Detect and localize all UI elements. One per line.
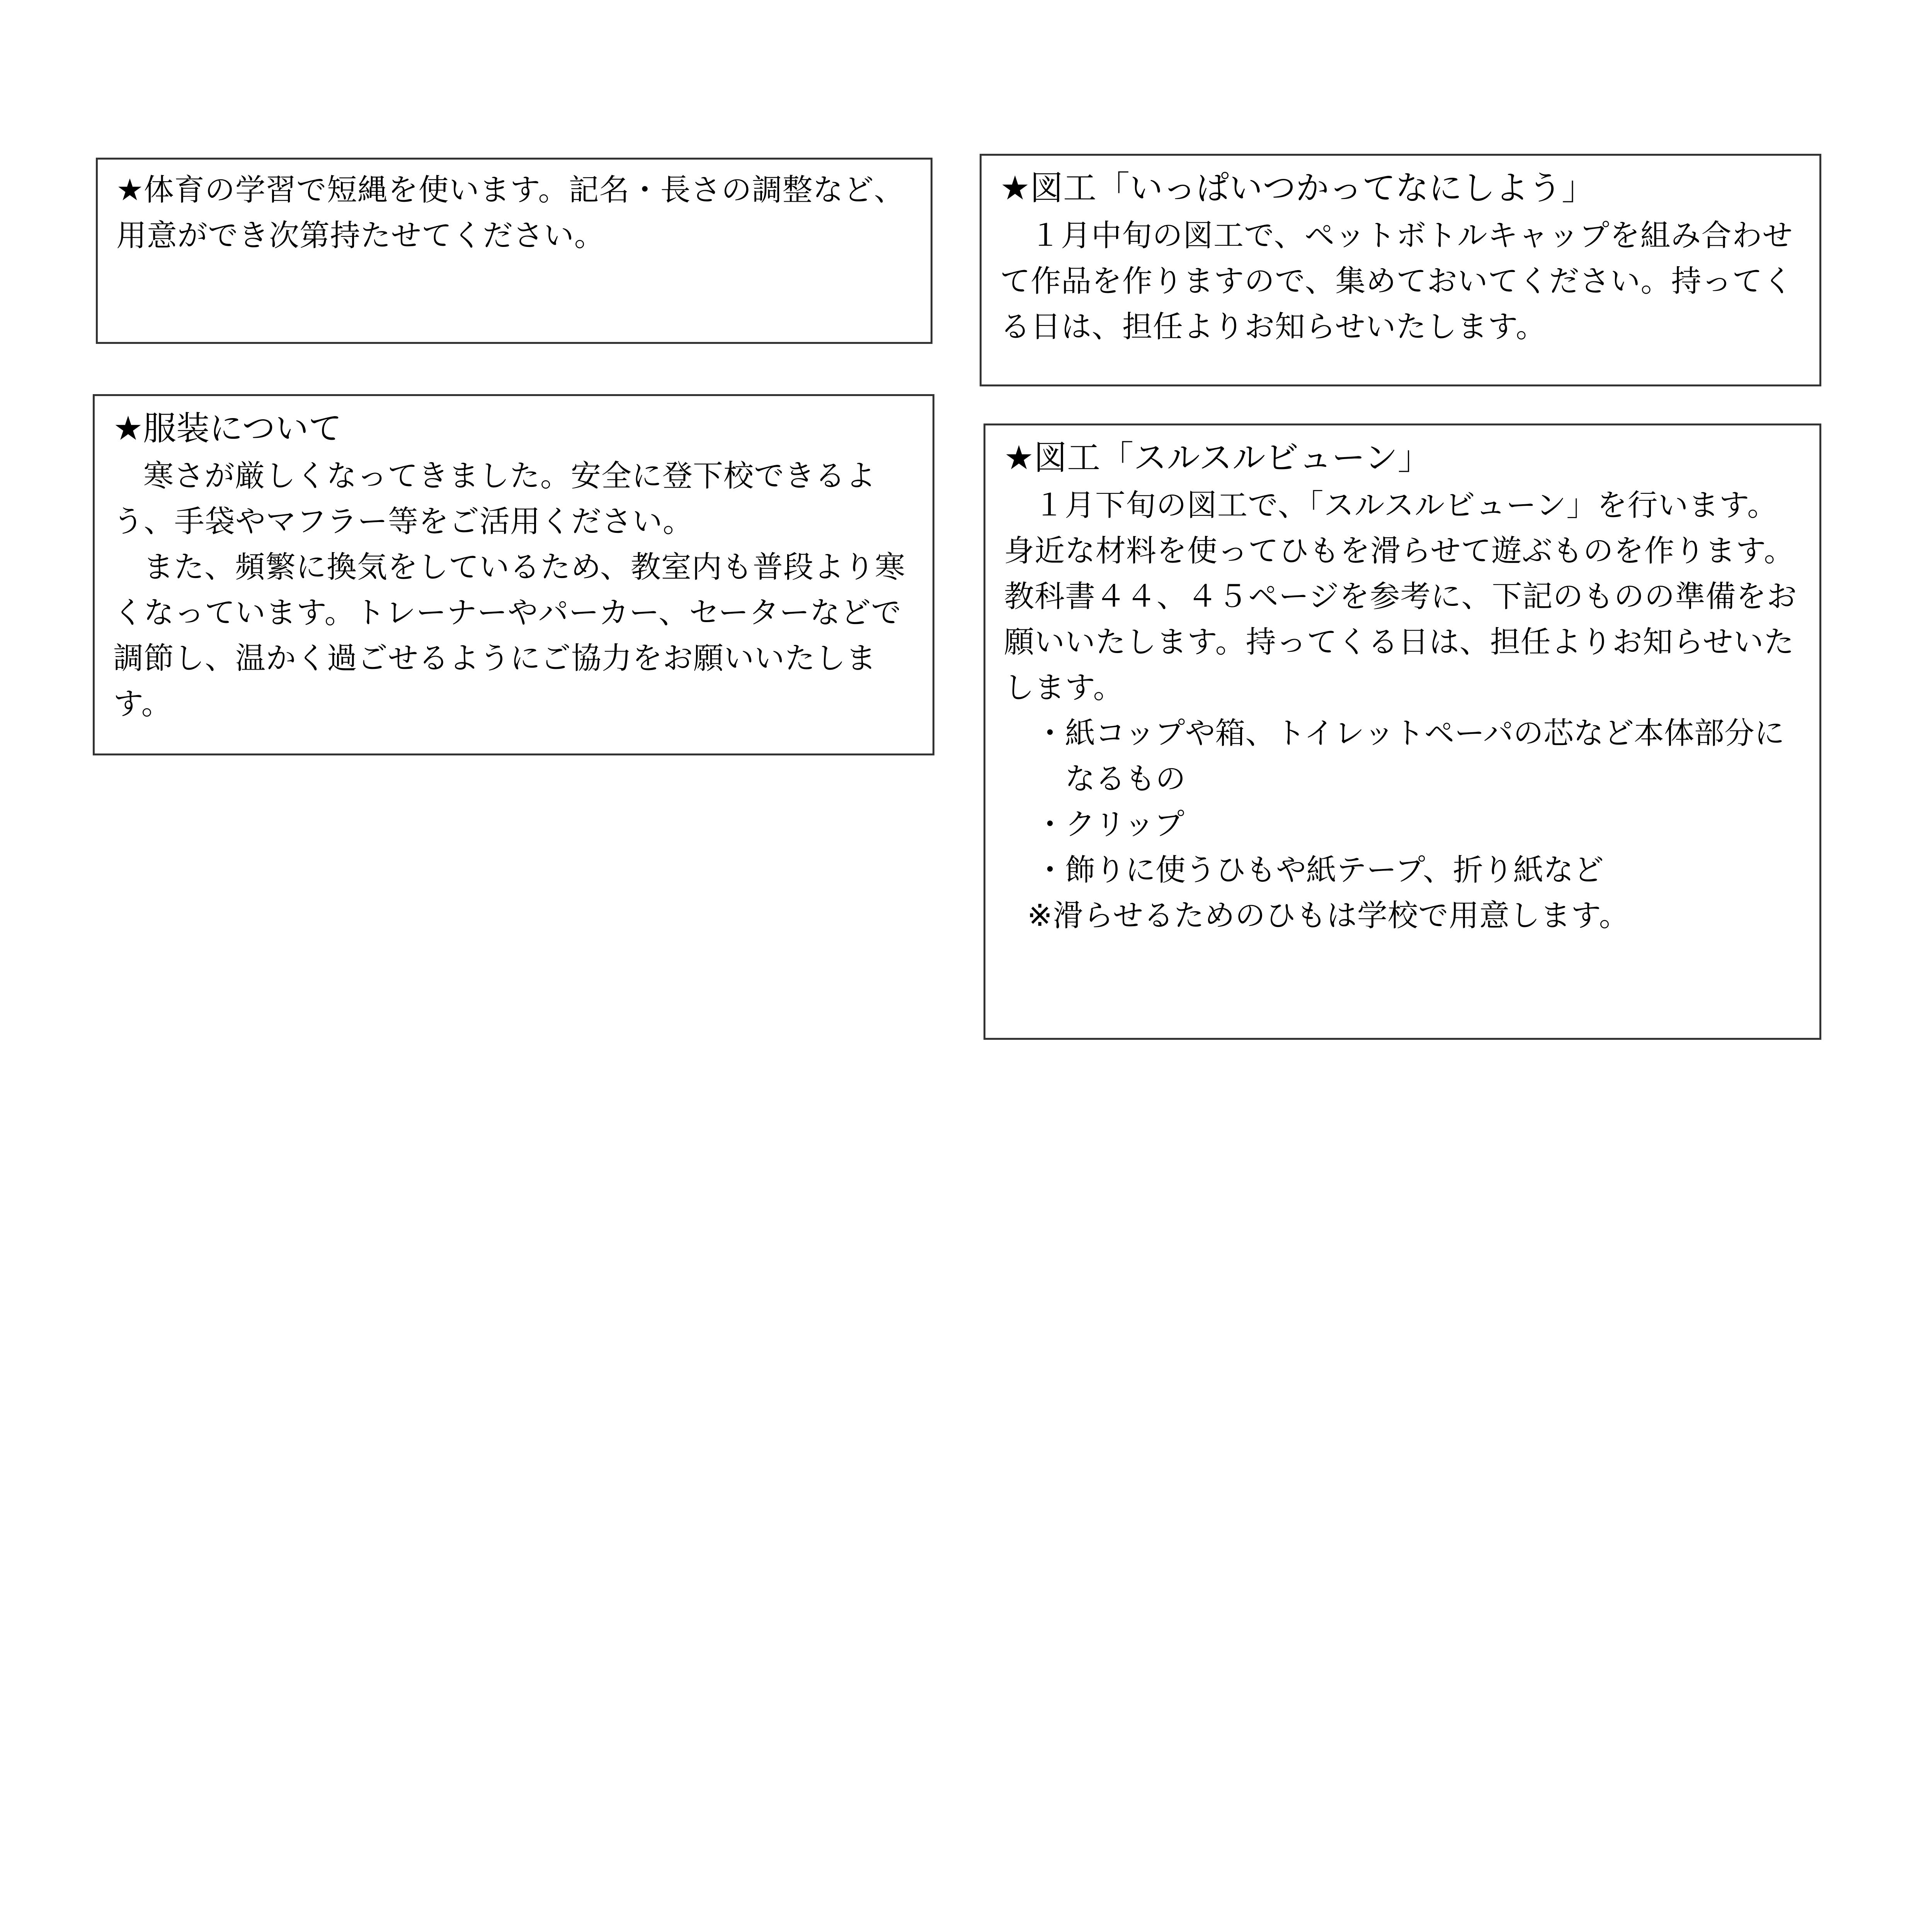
materials-list-item: ・紙コップや箱、トイレットペーパの芯など本体部分になるもの xyxy=(1035,716,1785,796)
notice-slide-toy-title: ★図工「スルスルビューン」 xyxy=(1004,439,1431,477)
materials-list-item: ・飾りに使うひもや紙テープ、折り紙など xyxy=(1035,853,1604,888)
notice-clothing-para2: また、頻繁に換気をしているため、教室内も普段より寒くなっています。トレーナーやパーカー、セーターなどで調節し、温かく過ごせるようにご協力をお願いいたします。 xyxy=(113,550,905,721)
notice-bottle-caps-title: ★図工「いっぱいつかってなにしよう」 xyxy=(1000,169,1595,207)
materials-list xyxy=(1004,711,1801,893)
notice-slide-toy-note: ※滑らせるためのひもは学校で用意します。 xyxy=(1027,898,1630,933)
notice-clothing xyxy=(93,394,934,755)
materials-list-item: ・クリップ xyxy=(1035,807,1184,842)
notice-slide-toy-body: １月下旬の図工で、「スルスルビューン」を行います。身近な材料を使ってひもを滑らせて遊ぶものを作ります。教科書４４、４５ページを参考に、下記のものの準備をお願いいたします。持ってくる日は、担任よりお知らせいたします。 xyxy=(1004,488,1797,705)
notice-bottle-caps-body: １月中旬の図工で、ペットボトルキャップを組み合わせて作品を作りますので、集めておいてください。持ってくる日は、担任よりお知らせいたします。 xyxy=(1000,218,1793,344)
notice-art-slide-toy xyxy=(984,423,1821,1040)
notice-art-bottle-caps xyxy=(980,154,1821,386)
notice-pe-text: ★体育の学習で短縄を使います。記名・長さの調整など、用意ができ次第持たせてください。 xyxy=(116,173,905,253)
notice-pe-jump-rope xyxy=(96,158,932,344)
notice-clothing-para1: 寒さが厳しくなってきました。安全に登下校できるよう、手袋やマフラー等をご活用ください。 xyxy=(113,459,876,539)
notice-clothing-title: ★服装について xyxy=(113,409,342,448)
